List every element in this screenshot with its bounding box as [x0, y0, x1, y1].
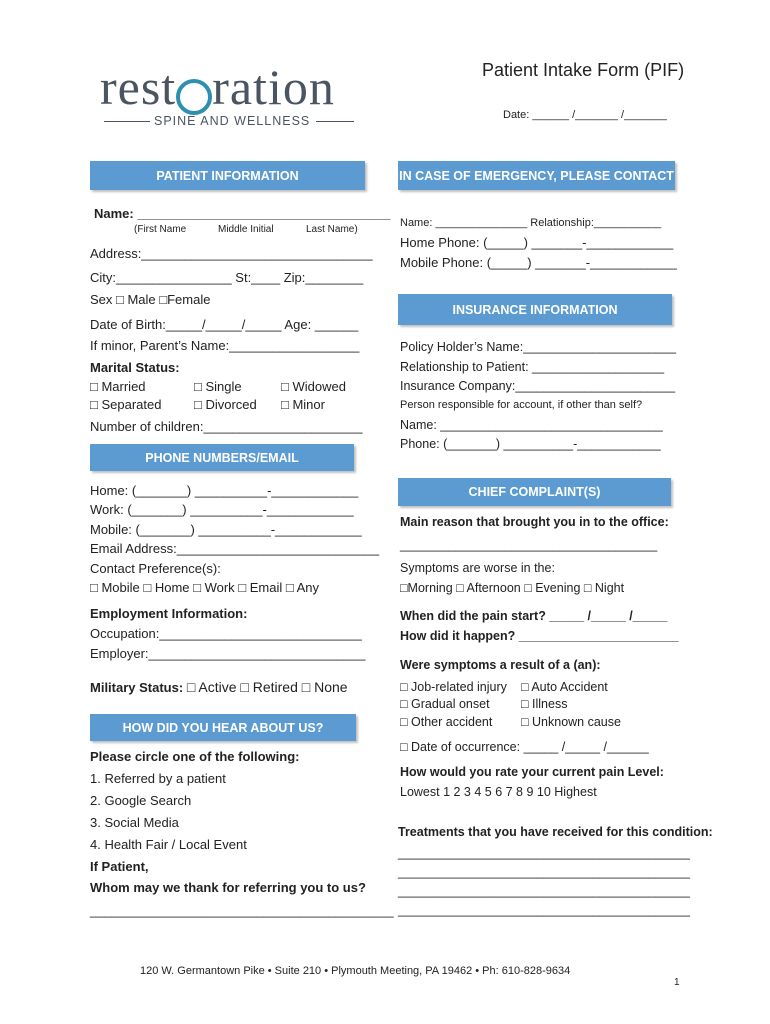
address-field[interactable]: Address:________________________________ — [90, 246, 373, 261]
home-phone-field[interactable]: Home: (_______) __________-____________ — [90, 483, 359, 498]
marital-separated-checkbox[interactable]: □ Separated — [90, 397, 162, 412]
contact-pref-options[interactable]: □ Mobile □ Home □ Work □ Email □ Any — [90, 580, 320, 595]
occurrence-date-field[interactable]: □ Date of occurrence: _____ /_____ /______ — [400, 740, 649, 754]
hear-option-referred[interactable]: 1. Referred by a patient — [90, 771, 226, 786]
city-state-zip-field[interactable]: City:________________ St:____ Zip:________ — [90, 270, 364, 285]
logo-text-prefix: rest — [100, 59, 177, 115]
email-field[interactable]: Email Address:____________________________ — [90, 541, 380, 556]
insurance-company-field[interactable]: Insurance Company:_______________________ — [400, 379, 676, 393]
cause-unknown-checkbox[interactable]: □ Unknown cause — [521, 715, 621, 729]
emergency-header: IN CASE OF EMERGENCY, PLEASE CONTACT — [398, 161, 675, 190]
military-status[interactable]: Military Status: □ Active □ Retired □ None — [90, 679, 348, 695]
marital-status-label: Marital Status: — [90, 360, 180, 375]
marital-widowed-checkbox[interactable]: □ Widowed — [281, 379, 346, 394]
symptoms-result-label: Were symptoms a result of a (an): — [400, 658, 601, 672]
treatments-line-2[interactable]: __________________________________________ — [398, 865, 690, 879]
referrer-field[interactable]: __________________________________________ — [90, 903, 394, 918]
name-part-last: Last Name) — [306, 224, 358, 235]
logo-divider-right — [316, 121, 354, 122]
marital-single-checkbox[interactable]: □ Single — [194, 379, 242, 394]
chief-complaint-header: CHIEF COMPLAINT(S) — [398, 478, 671, 506]
mobile-phone-field[interactable]: Mobile: (_______) __________-____________ — [90, 522, 362, 537]
form-title: Patient Intake Form (PIF) — [482, 60, 685, 80]
cause-other-accident-checkbox[interactable]: □ Other accident — [400, 715, 493, 729]
name-part-first: (First Name — [134, 224, 187, 235]
name-part-middle: Middle Initial — [218, 224, 274, 235]
hear-option-social[interactable]: 3. Social Media — [90, 815, 179, 830]
logo-tagline: SPINE AND WELLNESS — [154, 114, 311, 128]
children-field[interactable]: Number of children:______________________ — [90, 419, 363, 434]
how-happened-field[interactable]: How did it happen? _______________________ — [400, 629, 679, 643]
pain-scale[interactable]: Lowest 1 2 3 4 5 6 7 8 9 10 Highest — [400, 785, 597, 799]
responsible-phone-field[interactable]: Phone: (_______) __________-____________ — [400, 437, 661, 451]
symptoms-worse-options[interactable]: □Morning □ Afternoon □ Evening □ Night — [400, 581, 625, 595]
phones-header: PHONE NUMBERS/EMAIL — [90, 444, 354, 471]
employment-label: Employment Information: — [90, 606, 248, 621]
parent-name-field[interactable]: If minor, Parent’s Name:__________________ — [90, 338, 360, 353]
employer-field[interactable]: Employer:______________________________ — [90, 646, 366, 661]
policy-holder-field[interactable]: Policy Holder’s Name:______________________ — [400, 340, 677, 354]
logo-swirl-icon — [176, 79, 212, 115]
marital-married-checkbox[interactable]: □ Married — [90, 379, 146, 394]
date-field[interactable]: Date: ______ /_______ /_______ — [503, 109, 667, 121]
military-options: □ Active □ Retired □ None — [186, 679, 348, 695]
if-patient-label: If Patient, — [90, 859, 149, 874]
patient-info-header: PATIENT INFORMATION — [90, 161, 365, 190]
contact-pref-label: Contact Preference(s): — [90, 561, 221, 576]
responsible-name-field[interactable]: Name: ________________________________ — [400, 418, 663, 432]
relationship-to-patient-field[interactable]: Relationship to Patient: ___________________ — [400, 360, 665, 374]
occupation-field[interactable]: Occupation:____________________________ — [90, 626, 362, 641]
dob-age-field[interactable]: Date of Birth:_____/_____/_____ Age: ______ — [90, 317, 359, 332]
cause-gradual-onset-checkbox[interactable]: □ Gradual onset — [400, 697, 490, 711]
pain-rating-prompt: How would you rate your current pain Level: — [400, 765, 664, 779]
logo — [100, 58, 335, 118]
work-phone-field[interactable]: Work: (_______) __________-____________ — [90, 502, 354, 517]
logo-divider-left — [104, 121, 150, 122]
insurance-header: INSURANCE INFORMATION — [398, 294, 672, 325]
cause-job-related-checkbox[interactable]: □ Job-related injury — [400, 680, 507, 694]
hear-prompt: Please circle one of the following: — [90, 749, 300, 764]
marital-minor-checkbox[interactable]: □ Minor — [281, 397, 325, 412]
treatments-line-4[interactable]: __________________________________________ — [398, 903, 690, 917]
treatments-line-1[interactable]: __________________________________________ — [398, 846, 690, 860]
emergency-name-relationship-field[interactable]: Name: _______________ Relationship:___________ — [400, 217, 662, 229]
cause-illness-checkbox[interactable]: □ Illness — [521, 697, 568, 711]
marital-divorced-checkbox[interactable]: □ Divorced — [194, 397, 257, 412]
cause-auto-accident-checkbox[interactable]: □ Auto Accident — [521, 680, 608, 694]
footer-address: 120 W. Germantown Pike • Suite 210 • Plymouth Meeting, PA 19462 • Ph: 610-828-9634 — [140, 965, 571, 977]
hear-header: HOW DID YOU HEAR ABOUT US? — [90, 714, 356, 741]
main-reason-field[interactable]: _____________________________________ — [400, 538, 658, 552]
hear-option-google[interactable]: 2. Google Search — [90, 793, 192, 808]
treatments-line-3[interactable]: __________________________________________ — [398, 884, 690, 898]
page-number: 1 — [674, 977, 680, 988]
hear-option-health-fair[interactable]: 4. Health Fair / Local Event — [90, 837, 247, 852]
sex-options[interactable]: Sex □ Male □Female — [90, 292, 211, 307]
logo-text-suffix: ration — [212, 59, 335, 115]
main-reason-prompt: Main reason that brought you in to the office: — [400, 515, 669, 529]
symptoms-worse-label: Symptoms are worse in the: — [400, 561, 555, 575]
responsible-person-prompt: Person responsible for account, if other than self? — [400, 399, 643, 411]
emergency-mobile-phone-field[interactable]: Mobile Phone: (_____) _______-____________ — [400, 255, 677, 270]
treatments-prompt: Treatments that you have received for this condition: — [398, 825, 713, 839]
emergency-home-phone-field[interactable]: Home Phone: (_____) _______-____________ — [400, 235, 674, 250]
referrer-prompt: Whom may we thank for referring you to us? — [90, 880, 366, 895]
patient-name-field[interactable]: Name: ___________________________________ — [94, 206, 391, 221]
pain-start-field[interactable]: When did the pain start? _____ /_____ /_____ — [400, 609, 668, 623]
